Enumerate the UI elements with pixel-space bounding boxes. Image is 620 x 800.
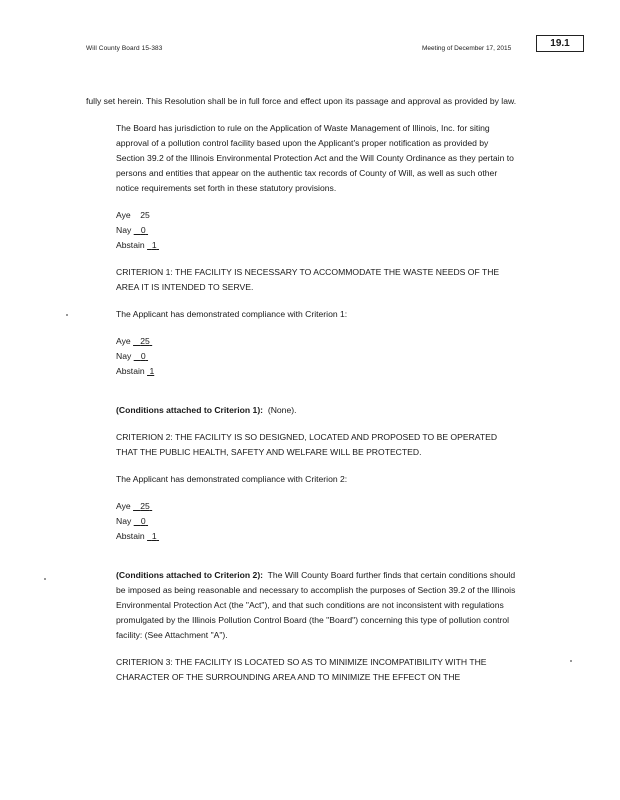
criterion-1-vote xyxy=(116,334,536,379)
vote-abstain: Abstain 1 xyxy=(116,366,155,376)
vote-abstain: Abstain 1 xyxy=(116,531,157,541)
header-board-number: Will County Board 15-383 xyxy=(86,45,163,52)
jurisdiction-vote xyxy=(116,208,536,253)
vote-aye: Aye 25 xyxy=(116,501,150,511)
document-body xyxy=(86,94,536,697)
scan-speck xyxy=(44,578,46,580)
criterion-1-conditions: (Conditions attached to Criterion 1): (None). xyxy=(116,405,297,415)
vote-abstain: Abstain 1 xyxy=(116,240,157,250)
criterion-2-conditions: (Conditions attached to Criterion 2): The Will County Board further finds that certain conditions should be imposed as being reasonable and necessary to accomplish the purposes of Section 39.2 of the Illinois Environmental Protection Act (the "Act"), and that such conditions are not inconsistent with regulations promulgated by the Illinois Pollution Control Board (the "Board") concerning this type of pollution control facility: (See Attachment "A"). xyxy=(116,570,516,640)
criterion-2-heading: CRITERION 2: THE FACILITY IS SO DESIGNED, LOCATED AND PROPOSED TO BE OPERATED THAT THE PUBLIC HEALTH, SAFETY AND WELFARE WILL BE PROTECTED. xyxy=(116,432,498,457)
resolution-continuation: fully set herein. This Resolution shall be in full force and effect upon its passage and approval as provided by law. xyxy=(86,96,517,106)
criterion-1-heading: CRITERION 1: THE FACILITY IS NECESSARY TO ACCOMMODATE THE WASTE NEEDS OF THE AREA IT IS INTENDED TO SERVE. xyxy=(116,267,500,292)
criterion-2-finding: The Applicant has demonstrated compliance with Criterion 2: xyxy=(116,474,348,484)
vote-nay: Nay 0 xyxy=(116,351,146,361)
scan-speck xyxy=(66,314,68,316)
header-meeting-date: Meeting of December 17, 2015 xyxy=(422,45,512,52)
page-number-box: 19.1 xyxy=(536,35,584,52)
vote-nay: Nay 0 xyxy=(116,225,146,235)
criterion-1-finding: The Applicant has demonstrated compliance with Criterion 1: xyxy=(116,309,348,319)
criterion-2-vote xyxy=(116,499,536,544)
vote-aye: Aye 25 xyxy=(116,210,150,220)
vote-aye: Aye 25 xyxy=(116,336,150,346)
jurisdiction-paragraph: The Board has jurisdiction to rule on the Application of Waste Management of Illinois, Inc. for siting approval of a pollution control facility based upon the Applicant's proper notification as provided by Section 39.2 of the Illinois Environmental Protection Act and the Will County Ordinance as they pertain to persons and entities that appear on the authentic tax records of County of Will, as well as such other notice requirements set forth in these statutory provisions. xyxy=(116,123,514,193)
scan-speck xyxy=(570,660,572,662)
vote-nay: Nay 0 xyxy=(116,516,146,526)
criterion-3-heading: CRITERION 3: THE FACILITY IS LOCATED SO AS TO MINIMIZE INCOMPATIBILITY WITH THE CHARACTER OF THE SURROUNDING AREA AND TO MINIMIZE THE EFFECT ON THE xyxy=(116,657,487,682)
